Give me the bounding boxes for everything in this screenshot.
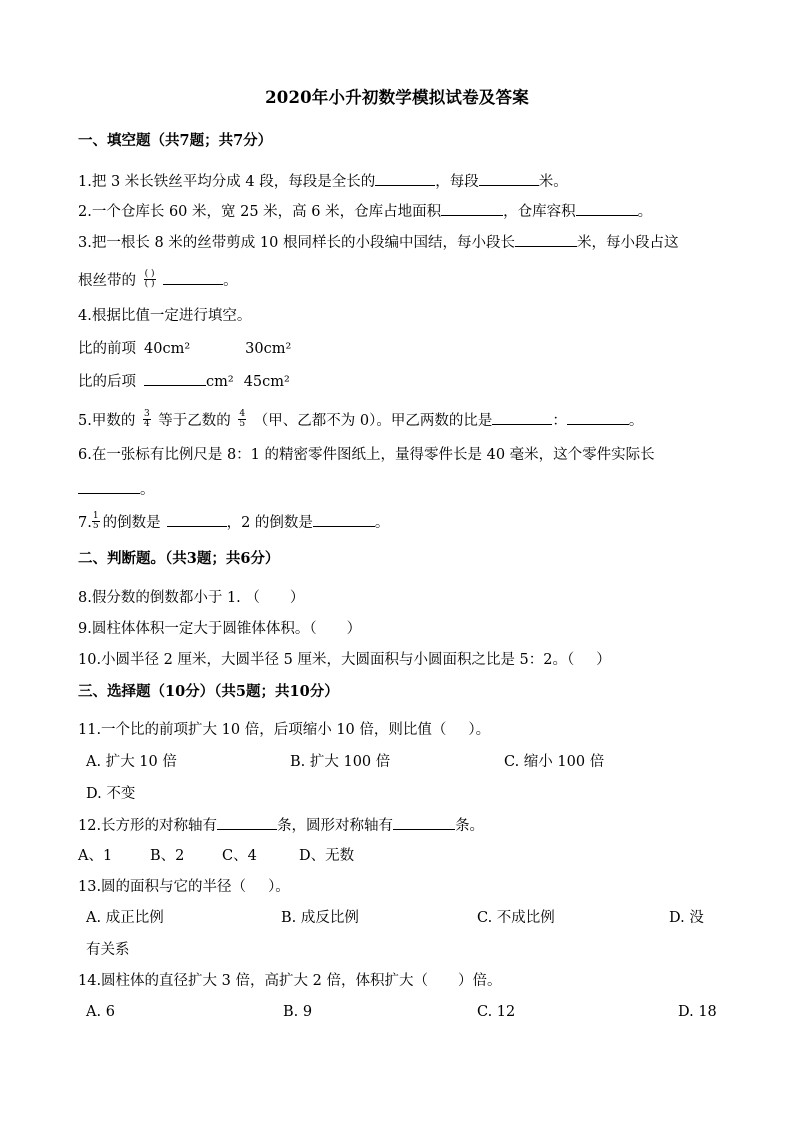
question-10: 10.小圆半径 2 厘米，大圆半径 5 厘米，大圆面积与小圆面积之比是 5：2。（ ） (78, 652, 611, 668)
question-text: 米。 (538, 174, 568, 190)
option-a[interactable]: A、1 (78, 848, 113, 864)
back-value-2: 45cm² (243, 374, 290, 390)
question-text: 5.甲数的 (78, 413, 136, 429)
question-text: 3.把一根长 8 米的丝带剪成 10 根同样长的小段编中国结，每小段长 (78, 235, 515, 251)
question-12 (78, 815, 484, 836)
answer-blank[interactable] (163, 270, 223, 285)
section-heading-choice: 三、选择题（10分）（共5题；共10分） (78, 683, 339, 700)
question-text: 。 (637, 204, 653, 220)
answer-blank[interactable] (313, 512, 375, 527)
option-b[interactable]: B. 成反比例 (281, 910, 359, 926)
front-value-2: 30cm² (245, 341, 292, 357)
question-text: 10.小圆半径 2 厘米，大圆半径 5 厘米，大圆面积与小圆面积之比是 5：2。（ (78, 652, 575, 668)
option-b[interactable]: B. 扩大 100 倍 (290, 754, 391, 770)
question-text: 。 (140, 482, 155, 498)
answer-blank[interactable] (492, 410, 552, 425)
option-c[interactable]: C. 缩小 100 倍 (504, 754, 605, 770)
question-text: 8.假分数的倒数都小于 1. （ (78, 590, 260, 606)
answer-blank[interactable] (515, 232, 577, 247)
question-text: ： (552, 413, 567, 429)
unit: cm² (206, 374, 234, 390)
answer-blank[interactable] (78, 479, 140, 494)
answer-blank[interactable] (375, 171, 435, 186)
question-text: 14.圆柱体的直径扩大 3 倍，高扩大 2 倍，体积扩大（ (78, 973, 428, 989)
option-b[interactable]: B、2 (150, 848, 185, 864)
option-c[interactable]: C. 不成比例 (477, 910, 555, 926)
question-5 (78, 410, 643, 431)
page-title: 2020年小升初数学模拟试卷及答案 (265, 88, 529, 107)
question-text: 7. (78, 515, 92, 531)
question-text: 的倒数是 (102, 515, 161, 531)
row-label: 比的后项 (78, 374, 136, 390)
option-b[interactable]: B. 9 (283, 1004, 313, 1020)
row-label: 比的前项 (78, 341, 136, 357)
option-d[interactable]: D、无数 (299, 848, 355, 864)
question-1 (78, 171, 568, 192)
question-text: 。 (374, 515, 390, 531)
ratio-front-row (78, 339, 291, 359)
question-text: ，仓库容积 (503, 204, 576, 220)
section-heading-fill-blank: 一、填空题（共7题；共7分） (78, 132, 273, 149)
question-3 (78, 232, 678, 253)
option-d[interactable]: D. 不变 (86, 786, 136, 802)
question-9: 9.圆柱体体积一定大于圆锥体体积。（ ） (78, 621, 362, 637)
question-text: 1.把 3 米长铁丝平均分成 4 段，每段是全长的 (78, 174, 376, 190)
option-d[interactable]: D. 没 (669, 910, 704, 926)
answer-blank[interactable] (479, 171, 539, 186)
question-13: 13.圆的面积与它的半径（ ）。 (78, 879, 290, 895)
fraction: $\frac{4}{5}$ (239, 408, 246, 429)
question-text: 根丝带的 (78, 273, 136, 289)
answer-blank[interactable] (167, 512, 227, 527)
question-text: （甲、乙都不为 0）。甲乙两数的比是 (253, 413, 493, 429)
question-text: 条。 (455, 818, 485, 834)
option-a[interactable]: A. 6 (86, 1004, 115, 1020)
fraction: $\frac{1}{5}$ (92, 510, 99, 531)
option-c[interactable]: C、4 (222, 848, 257, 864)
question-text: 2.一个仓库长 60 米，宽 25 米，高 6 米，仓库占地面积 (78, 204, 442, 220)
question-text: 12.长方形的对称轴有 (78, 818, 218, 834)
question-7 (78, 512, 389, 533)
question-text: 13.圆的面积与它的半径（ (78, 879, 247, 895)
answer-blank[interactable] (217, 815, 277, 830)
question-text: ，2 的倒数是 (226, 515, 313, 531)
answer-blank[interactable] (441, 201, 503, 216)
answer-blank[interactable] (576, 201, 638, 216)
question-text: 米，每小段占这 (576, 235, 679, 251)
question-11: 11.一个比的前项扩大 10 倍，后项缩小 10 倍，则比值（ ）。 (78, 722, 491, 738)
question-14: 14.圆柱体的直径扩大 3 倍，高扩大 2 倍，体积扩大（ ）倍。 (78, 973, 502, 989)
question-text: 9.圆柱体体积一定大于圆锥体体积。（ (78, 621, 317, 637)
blank-fraction: $\frac{( )}{( )}$ (144, 268, 155, 289)
question-text: 11.一个比的前项扩大 10 倍，后项缩小 10 倍，则比值（ (78, 722, 447, 738)
fraction: $\frac{3}{4}$ (143, 408, 150, 429)
question-text: 条，圆形对称轴有 (277, 818, 394, 834)
section-heading-true-false: 二、判断题。（共3题；共6分） (78, 550, 280, 567)
option-a[interactable]: A. 扩大 10 倍 (86, 754, 177, 770)
option-a[interactable]: A. 成正比例 (86, 910, 164, 926)
question-4: 4.根据比值一定进行填空。 (78, 308, 252, 324)
answer-blank[interactable] (567, 410, 629, 425)
option-d-cont: 有关系 (86, 942, 130, 958)
answer-blank[interactable] (393, 815, 455, 830)
question-6-cont (78, 479, 155, 500)
ratio-back-row (78, 371, 290, 392)
option-d[interactable]: D. 18 (678, 1004, 717, 1020)
question-6: 6.在一张标有比例尺是 8：1 的精密零件图纸上，量得零件长是 40 毫米，这个零件实际长 (78, 447, 655, 463)
option-c[interactable]: C. 12 (477, 1004, 516, 1020)
question-text: 等于乙数的 (158, 413, 231, 429)
answer-blank[interactable] (144, 371, 206, 386)
question-3-cont (78, 270, 238, 291)
front-value-1: 40cm² (144, 341, 191, 357)
question-8: 8.假分数的倒数都小于 1. （ ） (78, 590, 305, 606)
question-2 (78, 201, 652, 222)
question-text: 。 (628, 413, 644, 429)
question-text: ，每段 (435, 174, 479, 190)
question-text: 。 (223, 273, 238, 289)
